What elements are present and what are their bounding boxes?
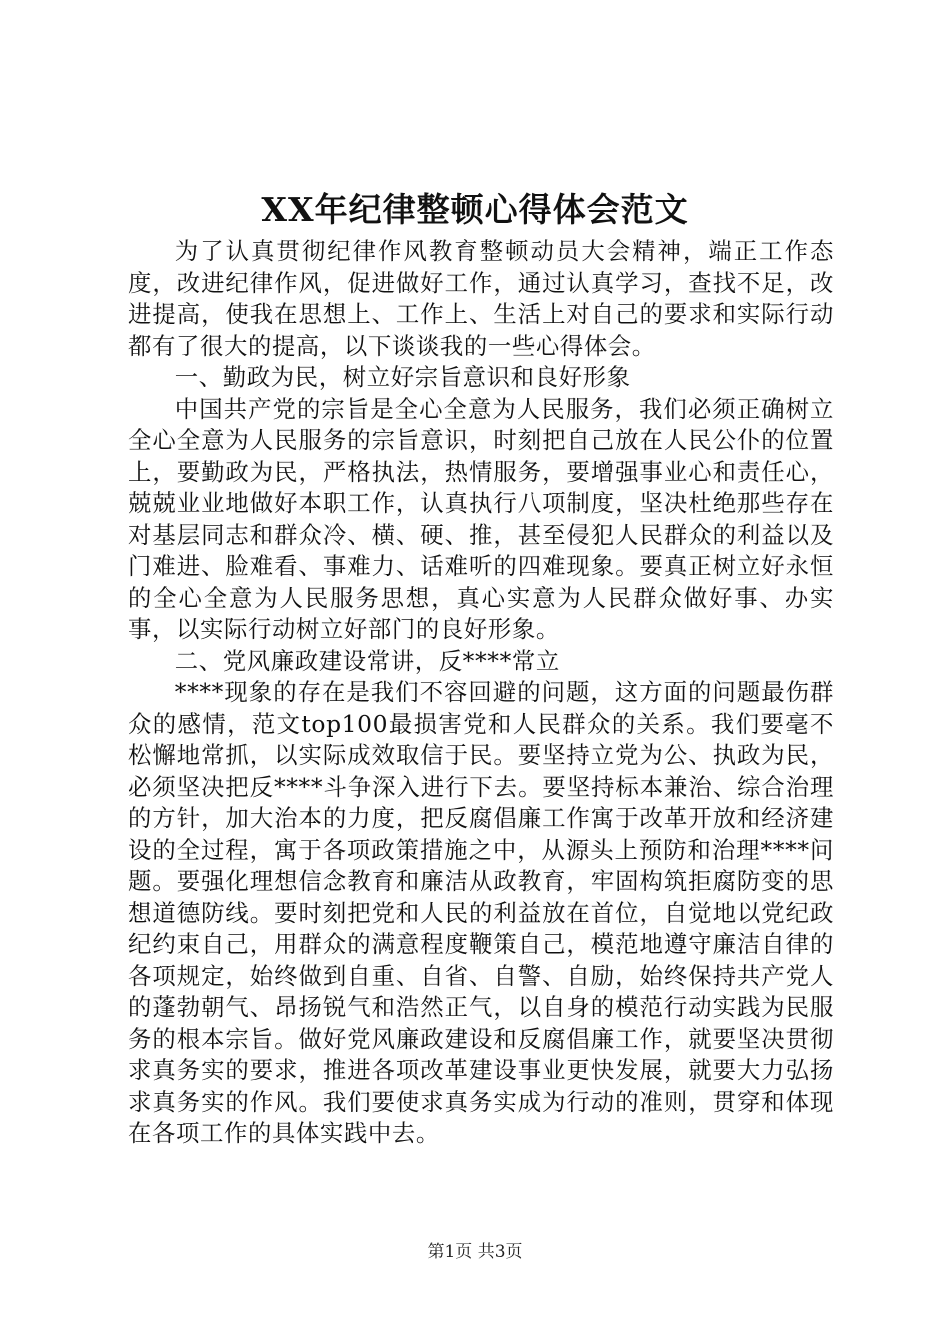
document-title: XX年纪律整顿心得体会范文 bbox=[261, 190, 689, 229]
section-heading-1: 一、勤政为民，树立好宗旨意识和良好形象 bbox=[174, 363, 631, 391]
document-body bbox=[128, 236, 834, 1150]
page-number-footer: 第1页 共3页 bbox=[427, 1242, 523, 1262]
intro-paragraph: 为了认真贯彻纪律作风教育整顿动员大会精神，端正工作态度，改进纪律作风，促进做好工作，通过认真学习，查找不足，改进提高，使我在思想上、工作上、生活上对自己的要求和实际行动都有了很大的提高，以下谈谈我的一些心得体会。 bbox=[128, 237, 834, 360]
section-1-paragraph: 中国共产党的宗旨是全心全意为人民服务，我们必须正确树立全心全意为人民服务的宗旨意识，时刻把自己放在人民公仆的位置上，要勤政为民，严格执法，热情服务，要增强事业心和责任心，兢兢业业地做好本职工作，认真执行八项制度，坚决杜绝那些存在对基层同志和群众冷、横、硬、推，甚至侵犯人民群众的利益以及门难进、脸难看、事难力、话难听的四难现象。要真正树立好永恒的全心全意为人民服务思想，真心实意为人民群众做好事、办实事，以实际行动树立好部门的良好形象。 bbox=[128, 394, 834, 643]
section-heading-2: 二、党风廉政建设常讲，反****常立 bbox=[174, 646, 560, 675]
section-2-paragraph: ****现象的存在是我们不容回避的问题，这方面的问题最伤群众的感情，范文top100最损害党和人民群众的关系。我们要毫不松懈地常抓，以实际成效取信于民。要坚持立党为公、执政为民，必须坚决把反****斗争深入进行下去。要坚持标本兼治、综合治理的方针，加大治本的力度，把反腐倡廉工作寓于改革开放和经济建设的全过程，寓于各项政策措施之中，从源头上预防和治理****问题。要强化理想信念教育和廉洁从政教育，牢固构筑拒腐防变的思想道德防线。要时刻把党和人民的利益放在首位，自觉地以党纪政纪约束自己，用群众的满意程度鞭策自己，模范地遵守廉洁自律的各项规定，始终做到自重、自省、自警、自励，始终保持共产党人的蓬勃朝气、昂扬锐气和浩然正气，以自身的模范行动实践为民服务的根本宗旨。做好党风廉政建设和反腐倡廉工作，就要坚决贯彻求真务实的要求，推进各项改革建设事业更快发展，就要大力弘扬求真务实的作风。我们要使求真务实成为行动的准则，贯穿和体现在各项工作的具体实践中去。 bbox=[128, 678, 834, 1147]
